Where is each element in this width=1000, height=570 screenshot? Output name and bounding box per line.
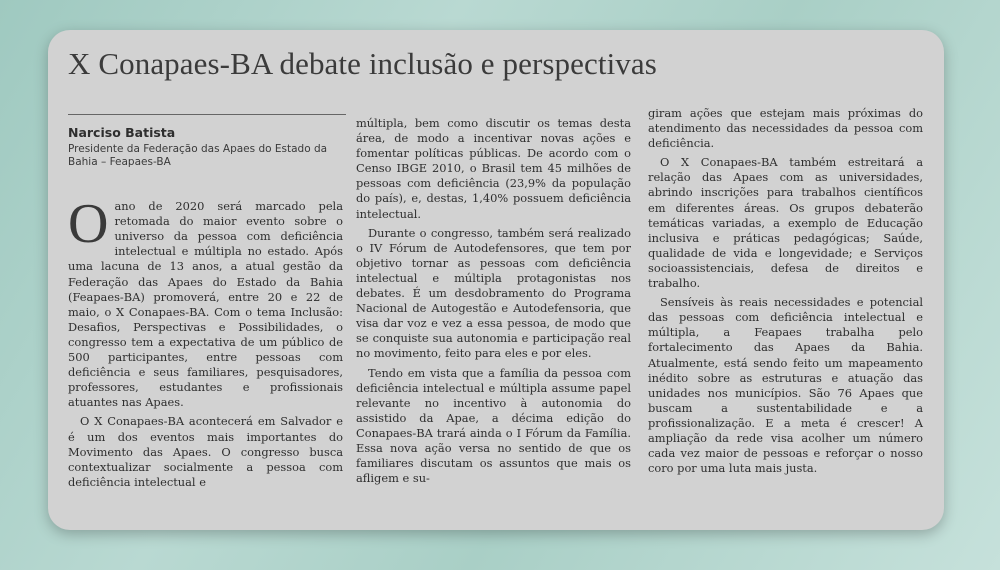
column-1 [68, 125, 343, 494]
drop-cap: O [68, 193, 109, 256]
column-3 [648, 106, 923, 480]
author-role: Presidente da Federação das Apaes do Estado da Bahia – Feapaes-BA [68, 143, 328, 169]
paragraph-3: múltipla, bem como discutir os temas desta área, de modo a incentivar novas ações e fomentar políticas públicas. De acordo com o Censo IBGE 2010, o Brasil tem 45 milhões de pessoas com deficiência (23,9% da população do país), e, destas, 1,40% possuem deficiência intelectual. [356, 116, 631, 221]
paragraph-8: Sensíveis às reais necessidades e potencial das pessoas com deficiência intelectual e múltipla, a Feapaes trabalha pelo fortalecimento das Apaes da Bahia. Atualmente, está sendo feito um mapeamento inédito sobre as estruturas e atuação das unidades nos municípios. São 76 Apaes que buscam a sustentabilidade e a profissionalização. E a meta é crescer! A ampliação da rede visa acolher um número cada vez maior de pessoas e reforçar o nosso coro por uma luta mais justa. [648, 295, 923, 476]
paragraph-2: O X Conapaes-BA acontecerá em Salvador e é um dos eventos mais importantes do Movimento das Apaes. O congresso busca contextualizar socialmente a pessoa com deficiência intelectual e [68, 414, 343, 489]
column-2 [356, 116, 631, 490]
paragraph-4: Durante o congresso, também será realizado o IV Fórum de Autodefensores, que tem por objetivo tornar as pessoas com deficiência intelectual e múltipla protagonistas nos debates. É um desdobramento do Programa Nacional de Autogestão e Autodefensoria, que visa dar voz e vez a essa pessoa, de modo que se conquiste sua autonomia e participação real no movimento, feito para eles e por eles. [356, 225, 631, 361]
paragraph-5: Tendo em vista que a família da pessoa com deficiência intelectual e múltipla assume papel relevante no incentivo à autonomia do assistido da Apae, a décima edição do Conapaes-BA trará ainda o I Fórum da Família. Essa nova ação versa no sentido de que os familiares discutam os assuntos que mais os afligem e su- [356, 365, 631, 486]
newspaper-clipping [48, 30, 944, 530]
byline-divider [68, 114, 346, 115]
paragraph-1-text: ano de 2020 será marcado pela retomada do maior evento sobre o universo da pessoa com deficiência intelectual e múltipla no estado. Após uma lacuna de 13 anos, a atual gestão da Federação das Apaes do Estado da Bahia (Feapaes-BA) promoverá, entre 20 e 22 de maio, o X Conapaes-BA. Com o tema Inclusão: Desafios, Perspectivas e Possibilidades, o congresso tem a expectativa de um público de 500 participantes, entre pessoas com deficiência e seus familiares, pesquisadores, professores, estudantes e profissionais atuantes nas Apaes. [68, 199, 343, 410]
author-name: Narciso Batista [68, 125, 176, 140]
paragraph-7: O X Conapaes-BA também estreitará a relação das Apaes com as universidades, abrindo inscrições para trabalhos científicos em diferentes áreas. Os grupos debaterão temáticas variadas, a exemplo de Educação inclusiva e práticas pedagógicas; Saúde, qualidade de vida e longevidade; e Serviços socioassistenciais, defesa de direitos e trabalho. [648, 155, 923, 291]
headline: X Conapaes-BA debate inclusão e perspectivas [68, 46, 657, 81]
paragraph-6: giram ações que estejam mais próximas do atendimento das necessidades da pessoa com deficiência. [648, 106, 923, 151]
paragraph-1 [68, 193, 343, 410]
